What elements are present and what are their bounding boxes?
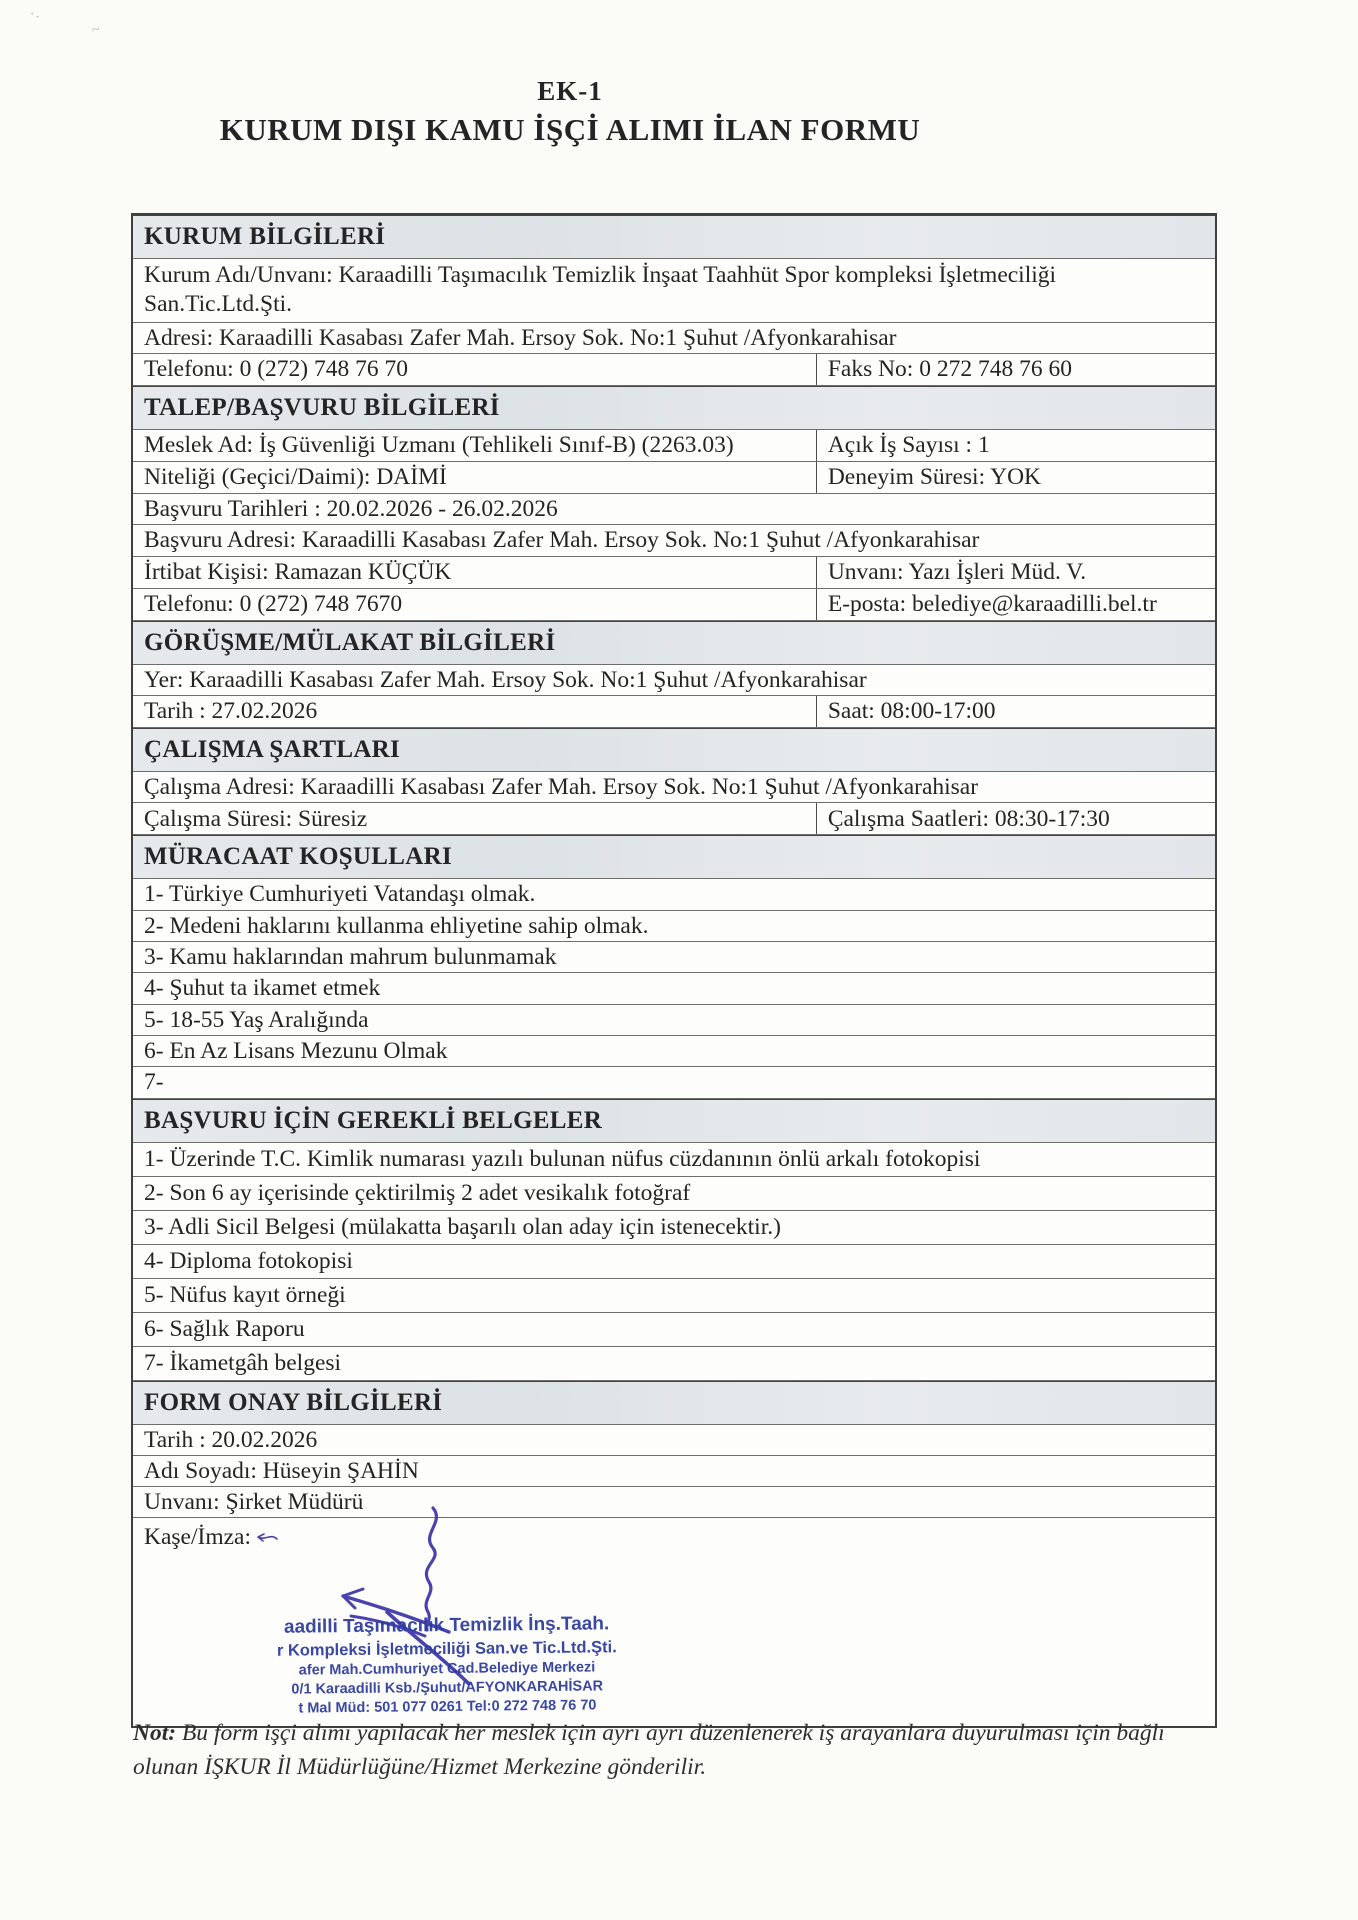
pencil-mark: ~: [89, 21, 102, 39]
section-header-kurum-bilgileri: KURUM BİLGİLERİ: [133, 215, 1215, 259]
muracaat-item-1: 1- Türkiye Cumhuriyeti Vatandaşı olmak.: [133, 879, 1215, 910]
row-telefon-eposta: [133, 589, 1215, 621]
stamp-line-2: r Kompleksi İşletmeciliği San.ve Tic.Ltd.Şti.: [276, 1638, 617, 1660]
row-telefon-faks: [133, 354, 1215, 386]
kase-imza-label: Kaşe/İmza:: [144, 1524, 252, 1551]
row-onay-unvan: Unvanı: Şirket Müdürü: [133, 1487, 1215, 1518]
kurum-faks-value: Faks No: 0 272 748 76 60: [827, 356, 1072, 383]
row-kase-imza: [133, 1518, 1215, 1726]
belge-item-4: 4- Diploma fotokopisi: [133, 1245, 1215, 1279]
section-header-talep-basvuru: TALEP/BAŞVURU BİLGİLERİ: [133, 386, 1215, 430]
row-kurum-adresi: Adresi: Karaadilli Kasabası Zafer Mah. Ersoy Sok. No:1 Şuhut /Afyonkarahisar: [133, 323, 1215, 354]
form-title-text: KURUM DIŞI KAMU İŞÇİ ALIMI İLAN FORMU: [219, 112, 921, 147]
acik-is-sayisi-value: Açık İş Sayısı : 1: [827, 432, 990, 459]
muracaat-item-5: 5- 18-55 Yaş Aralığında: [133, 1005, 1215, 1036]
irtibat-kisisi-value: İrtibat Kişisi: Ramazan KÜÇÜK: [133, 557, 817, 588]
belge-item-5: 5- Nüfus kayıt örneği: [133, 1279, 1215, 1313]
pencil-mark: ·.: [27, 5, 41, 23]
row-gorusme-yer: Yer: Karaadilli Kasabası Zafer Mah. Ersoy Sok. No:1 Şuhut /Afyonkarahisar: [133, 665, 1215, 696]
row-onay-tarih: Tarih : 20.02.2026: [133, 1425, 1215, 1456]
company-stamp: [236, 1612, 657, 1719]
eposta-value: E-posta: belediye@karaadilli.bel.tr: [827, 591, 1157, 618]
deneyim-suresi-value: Deneyim Süresi: YOK: [827, 464, 1042, 491]
row-gorusme-tarih-saat: [133, 696, 1215, 728]
stamp-line-1: aadilli Taşımacılık Temizlik İnş.Taah.: [283, 1613, 610, 1639]
muracaat-item-6: 6- En Az Lisans Mezunu Olmak: [133, 1036, 1215, 1067]
irtibat-unvan-value: Unvanı: Yazı İşleri Müd. V.: [827, 559, 1087, 586]
row-nitelik-deneyim: [133, 462, 1215, 494]
row-basvuru-adresi: Başvuru Adresi: Karaadilli Kasabası Zafer Mah. Ersoy Sok. No:1 Şuhut /Afyonkarahisar: [133, 525, 1215, 556]
muracaat-item-2: 2- Medeni haklarını kullanma ehliyetine sahip olmak.: [133, 911, 1215, 942]
belge-item-1: 1- Üzerinde T.C. Kimlik numarası yazılı bulunan nüfus cüzdanının önlü arkalı fotokopisi: [133, 1143, 1215, 1177]
belge-item-6: 6- Sağlık Raporu: [133, 1313, 1215, 1347]
row-basvuru-tarihleri: Başvuru Tarihleri : 20.02.2026 - 26.02.2026: [133, 494, 1215, 525]
row-onay-ad-soyad: Adı Soyadı: Hüseyin ŞAHİN: [133, 1456, 1215, 1487]
section-header-form-onay: FORM ONAY BİLGİLERİ: [133, 1381, 1215, 1425]
section-header-gorusme-mulakat: GÖRÜŞME/MÜLAKAT BİLGİLERİ: [133, 621, 1215, 665]
gorusme-saat-value: Saat: 08:00-17:00: [827, 698, 996, 725]
row-irtibat-unvan: [133, 557, 1215, 589]
stamp-line-5: t Mal Müd: 501 077 0261 Tel:0 272 748 76 70: [298, 1697, 597, 1717]
belge-item-2: 2- Son 6 ay içerisinde çektirilmiş 2 adet vesikalık fotoğraf: [133, 1177, 1215, 1211]
row-meslek-acikis: [133, 430, 1215, 462]
gorusme-tarih-value: Tarih : 27.02.2026: [133, 696, 817, 727]
talep-telefon-value: Telefonu: 0 (272) 748 7670: [133, 589, 817, 620]
meslek-value: Meslek Ad: İş Güvenliği Uzmanı (Tehlikeli Sınıf-B) (2263.03): [133, 430, 817, 461]
footer-note-text: Bu form işçi alımı yapılacak her meslek için ayrı ayrı düzenlenerek iş arayanlara duyurulması için bağlı olunan İŞKUR İl Müdürlüğüne/Hizmet Merkezine gönderilir.: [133, 1720, 1165, 1781]
calisma-suresi-value: Çalışma Süresi: Süresiz: [133, 803, 817, 834]
kurum-telefon-value: Telefonu: 0 (272) 748 76 70: [133, 354, 817, 385]
form-table: [131, 213, 1217, 1728]
row-calisma-adresi: Çalışma Adresi: Karaadilli Kasabası Zafer Mah. Ersoy Sok. No:1 Şuhut /Afyonkarahisar: [133, 772, 1215, 803]
form-title-code: EK-1: [537, 76, 603, 106]
footer-note: [133, 1716, 1205, 1784]
stamp-line-3: afer Mah.Cumhuriyet Cad.Belediye Merkezi: [298, 1660, 596, 1680]
section-header-gerekli-belgeler: BAŞVURU İÇİN GEREKLİ BELGELER: [133, 1099, 1215, 1143]
section-header-muracaat-kosullari: MÜRACAAT KOŞULLARI: [133, 835, 1215, 879]
belge-item-3: 3- Adli Sicil Belgesi (mülakatta başarılı olan aday için istenecektir.): [133, 1211, 1215, 1245]
form-title: [0, 76, 1140, 148]
belge-item-7: 7- İkametgâh belgesi: [133, 1347, 1215, 1381]
calisma-saatleri-value: Çalışma Saatleri: 08:30-17:30: [827, 805, 1110, 832]
row-kurum-adi: [133, 259, 1215, 323]
pen-tick-mark: [253, 1526, 279, 1552]
muracaat-item-3: 3- Kamu haklarından mahrum bulunmamak: [133, 942, 1215, 973]
muracaat-item-4: 4- Şuhut ta ikamet etmek: [133, 973, 1215, 1004]
kurum-adi-value: Kurum Adı/Unvanı: Karaadilli Taşımacılık Temizlik İnşaat Taahhüt Spor kompleksi İşletmeciliği San.Tic.Ltd.Şti.: [144, 262, 1057, 318]
footer-note-label: Not:: [133, 1720, 177, 1746]
muracaat-item-7: 7-: [133, 1067, 1215, 1098]
row-calisma-suresi-saatleri: [133, 803, 1215, 835]
stamp-line-4: 0/1 Karaadilli Ksb./Şuhut/AFYONKARAHİSAR: [291, 1678, 604, 1699]
nitelik-value: Niteliği (Geçici/Daimi): DAİMİ: [133, 462, 817, 493]
section-header-calisma-sartlari: ÇALIŞMA ŞARTLARI: [133, 728, 1215, 772]
